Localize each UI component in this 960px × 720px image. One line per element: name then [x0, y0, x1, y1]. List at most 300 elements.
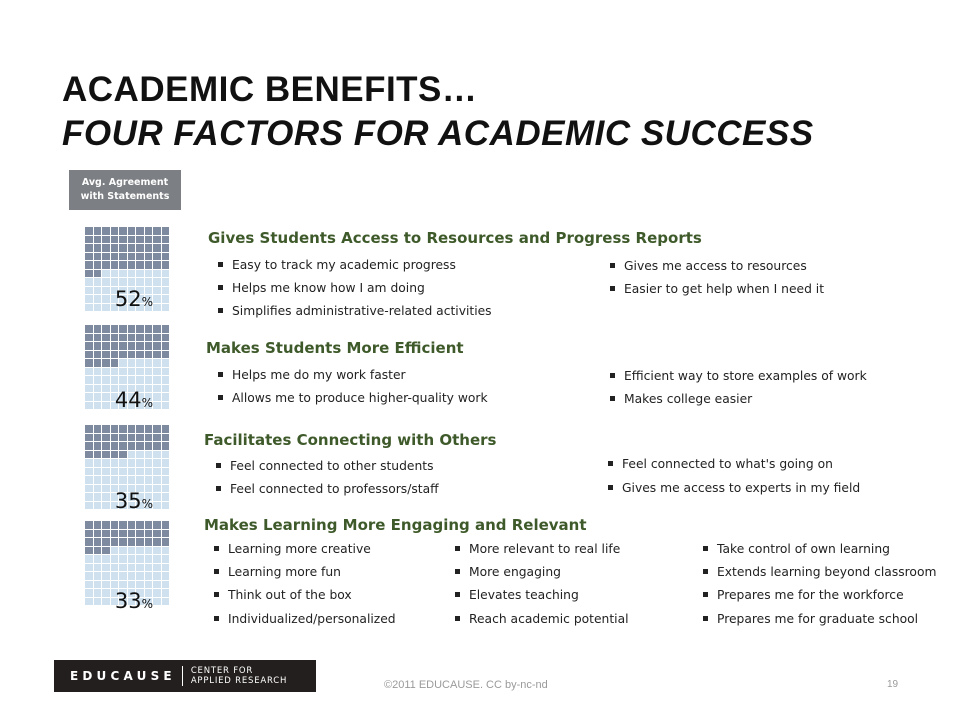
grid-cell-empty [102, 564, 110, 572]
grid-cell-empty [128, 572, 136, 580]
grid-cell-empty [85, 368, 93, 376]
bullet-item: Makes college easier [610, 392, 752, 406]
grid-cell-empty [128, 564, 136, 572]
grid-cell-filled [162, 261, 170, 269]
grid-cell-filled [128, 434, 136, 442]
grid-cell-empty [162, 572, 170, 580]
copyright-text: ©2011 EDUCAUSE. CC by-nc-nd [384, 679, 548, 691]
grid-cell-filled [153, 244, 161, 252]
grid-cell-empty [153, 581, 161, 589]
grid-cell-filled [128, 425, 136, 433]
grid-cell-empty [153, 476, 161, 484]
grid-cell-filled [136, 227, 144, 235]
grid-cell-filled [162, 530, 170, 538]
grid-cell-filled [128, 351, 136, 359]
percent-sign: % [141, 597, 154, 611]
grid-cell-empty [136, 564, 144, 572]
grid-cell-empty [119, 581, 127, 589]
grid-cell-filled [145, 530, 153, 538]
grid-cell-filled [111, 261, 119, 269]
grid-cell-filled [94, 521, 102, 529]
grid-cell-filled [145, 244, 153, 252]
grid-cell-empty [94, 376, 102, 384]
grid-cell-filled [102, 442, 110, 450]
bullet-item: Gives me access to experts in my field [608, 481, 860, 495]
grid-cell-filled [145, 334, 153, 342]
grid-cell-empty [85, 555, 93, 563]
grid-cell-filled [85, 244, 93, 252]
grid-cell-filled [85, 261, 93, 269]
grid-cell-filled [145, 425, 153, 433]
grid-cell-empty [119, 547, 127, 555]
grid-cell-filled [102, 334, 110, 342]
bullet-item: More engaging [455, 565, 561, 579]
grid-cell-empty [136, 270, 144, 278]
bullet-item: Think out of the box [214, 588, 352, 602]
grid-cell-empty [136, 278, 144, 286]
grid-cell-filled [162, 351, 170, 359]
grid-cell-empty [128, 376, 136, 384]
grid-cell-filled [162, 325, 170, 333]
bullet-item: Learning more fun [214, 565, 341, 579]
grid-cell-empty [102, 459, 110, 467]
grid-cell-filled [128, 325, 136, 333]
bullet-item: Elevates teaching [455, 588, 579, 602]
grid-cell-filled [136, 434, 144, 442]
grid-cell-empty [136, 581, 144, 589]
grid-cell-filled [94, 227, 102, 235]
grid-cell-filled [85, 538, 93, 546]
grid-cell-empty [136, 359, 144, 367]
grid-cell-empty [136, 555, 144, 563]
bullet-item: Prepares me for graduate school [703, 612, 918, 626]
grid-cell-empty [136, 468, 144, 476]
grid-cell-filled [111, 342, 119, 350]
grid-cell-filled [85, 325, 93, 333]
bullet-item: Efficient way to store examples of work [610, 369, 867, 383]
grid-cell-filled [85, 359, 93, 367]
grid-cell-empty [94, 555, 102, 563]
grid-cell-empty [119, 278, 127, 286]
grid-cell-filled [85, 434, 93, 442]
grid-cell-filled [153, 425, 161, 433]
avg-header-line1: Avg. Agreement [81, 177, 169, 188]
grid-cell-empty [136, 368, 144, 376]
grid-cell-empty [136, 572, 144, 580]
grid-cell-empty [94, 476, 102, 484]
grid-cell-empty [94, 581, 102, 589]
grid-cell-filled [94, 236, 102, 244]
logo-sub-line2: APPLIED RESEARCH [190, 676, 288, 686]
grid-cell-empty [162, 555, 170, 563]
grid-cell-empty [162, 581, 170, 589]
grid-cell-empty [145, 278, 153, 286]
grid-cell-empty [128, 581, 136, 589]
grid-cell-empty [128, 468, 136, 476]
grid-cell-empty [136, 547, 144, 555]
grid-cell-empty [128, 555, 136, 563]
bullet-item: Helps me know how I am doing [218, 281, 425, 295]
grid-cell-empty [111, 581, 119, 589]
grid-cell-filled [153, 530, 161, 538]
grid-cell-empty [85, 564, 93, 572]
bullet-item: Helps me do my work faster [218, 368, 406, 382]
grid-cell-filled [119, 236, 127, 244]
grid-cell-filled [136, 244, 144, 252]
grid-cell-empty [102, 278, 110, 286]
grid-cell-filled [111, 434, 119, 442]
grid-cell-filled [111, 351, 119, 359]
grid-cell-filled [94, 253, 102, 261]
percent-sign: % [141, 396, 154, 410]
factor-3-heading: Facilitates Connecting with Others [204, 431, 497, 449]
grid-cell-empty [153, 468, 161, 476]
grid-cell-filled [162, 253, 170, 261]
grid-cell-empty [111, 564, 119, 572]
grid-cell-filled [94, 270, 102, 278]
grid-cell-empty [145, 459, 153, 467]
grid-cell-filled [128, 521, 136, 529]
grid-cell-empty [153, 376, 161, 384]
grid-cell-filled [128, 538, 136, 546]
grid-cell-filled [111, 325, 119, 333]
grid-cell-empty [128, 368, 136, 376]
grid-cell-empty [111, 547, 119, 555]
grid-cell-filled [128, 334, 136, 342]
grid-cell-empty [128, 278, 136, 286]
grid-cell-empty [111, 468, 119, 476]
grid-cell-empty [85, 376, 93, 384]
grid-cell-empty [85, 459, 93, 467]
grid-cell-empty [162, 547, 170, 555]
grid-cell-empty [94, 459, 102, 467]
grid-cell-filled [85, 442, 93, 450]
grid-cell-filled [85, 530, 93, 538]
grid-cell-empty [136, 459, 144, 467]
grid-cell-filled [119, 521, 127, 529]
bullet-item: Gives me access to resources [610, 259, 807, 273]
grid-cell-empty [162, 468, 170, 476]
grid-cell-empty [85, 581, 93, 589]
grid-cell-filled [153, 521, 161, 529]
grid-cell-empty [145, 270, 153, 278]
grid-cell-filled [119, 351, 127, 359]
grid-cell-filled [85, 270, 93, 278]
grid-cell-filled [162, 227, 170, 235]
grid-cell-filled [145, 538, 153, 546]
grid-cell-empty [119, 368, 127, 376]
bullet-item: Allows me to produce higher-quality work [218, 391, 488, 405]
grid-cell-filled [145, 434, 153, 442]
percent-number: 52 [114, 287, 142, 311]
grid-cell-filled [145, 325, 153, 333]
grid-cell-empty [119, 270, 127, 278]
grid-cell-filled [102, 342, 110, 350]
grid-cell-filled [94, 547, 102, 555]
grid-cell-filled [153, 342, 161, 350]
grid-cell-empty [119, 459, 127, 467]
grid-cell-filled [119, 334, 127, 342]
grid-cell-filled [102, 261, 110, 269]
percent-number: 35 [114, 489, 142, 513]
grid-cell-filled [111, 521, 119, 529]
grid-cell-empty [162, 564, 170, 572]
grid-cell-filled [136, 351, 144, 359]
grid-cell-filled [136, 253, 144, 261]
grid-cell-filled [153, 442, 161, 450]
grid-cell-empty [94, 278, 102, 286]
bullet-item: Take control of own learning [703, 542, 890, 556]
grid-cell-filled [119, 538, 127, 546]
grid-cell-filled [94, 244, 102, 252]
grid-cell-empty [153, 368, 161, 376]
grid-cell-filled [119, 227, 127, 235]
grid-cell-empty [162, 376, 170, 384]
grid-cell-empty [153, 555, 161, 563]
grid-cell-filled [111, 359, 119, 367]
grid-cell-filled [102, 244, 110, 252]
grid-cell-filled [85, 547, 93, 555]
slide-title: ACADEMIC BENEFITS… [62, 70, 478, 109]
grid-cell-filled [102, 236, 110, 244]
grid-cell-empty [119, 555, 127, 563]
grid-cell-filled [162, 521, 170, 529]
grid-cell-filled [102, 425, 110, 433]
grid-cell-empty [119, 359, 127, 367]
grid-cell-empty [128, 270, 136, 278]
grid-cell-filled [119, 451, 127, 459]
grid-cell-filled [85, 342, 93, 350]
grid-cell-filled [85, 521, 93, 529]
bullet-item: Extends learning beyond classroom [703, 565, 936, 579]
grid-cell-empty [145, 572, 153, 580]
grid-cell-empty [111, 459, 119, 467]
grid-cell-filled [128, 227, 136, 235]
grid-cell-filled [94, 530, 102, 538]
grid-cell-filled [128, 342, 136, 350]
grid-cell-filled [153, 261, 161, 269]
grid-cell-filled [102, 359, 110, 367]
grid-cell-filled [153, 253, 161, 261]
grid-cell-empty [85, 572, 93, 580]
grid-cell-filled [111, 334, 119, 342]
grid-cell-filled [94, 334, 102, 342]
percent-sign: % [141, 295, 154, 309]
grid-cell-filled [119, 434, 127, 442]
grid-cell-empty [102, 476, 110, 484]
percent-label-factor-3 [92, 490, 176, 515]
grid-cell-filled [111, 253, 119, 261]
bullet-item: Learning more creative [214, 542, 371, 556]
percent-label-factor-2 [92, 389, 176, 414]
grid-cell-empty [128, 359, 136, 367]
grid-cell-empty [119, 376, 127, 384]
grid-cell-empty [162, 451, 170, 459]
grid-cell-empty [102, 468, 110, 476]
grid-cell-empty [102, 555, 110, 563]
bullet-item: Simplifies administrative-related activities [218, 304, 492, 318]
grid-cell-empty [111, 368, 119, 376]
grid-cell-empty [153, 270, 161, 278]
grid-cell-filled [153, 434, 161, 442]
grid-cell-filled [136, 325, 144, 333]
grid-cell-empty [111, 555, 119, 563]
grid-cell-filled [128, 261, 136, 269]
percent-label-factor-1 [92, 288, 176, 313]
factor-4-heading: Makes Learning More Engaging and Relevant [204, 516, 587, 534]
grid-cell-filled [145, 442, 153, 450]
grid-cell-filled [94, 261, 102, 269]
grid-cell-filled [136, 538, 144, 546]
grid-cell-filled [136, 236, 144, 244]
grid-cell-empty [162, 359, 170, 367]
grid-cell-filled [153, 538, 161, 546]
grid-cell-filled [119, 325, 127, 333]
grid-cell-filled [128, 244, 136, 252]
grid-cell-empty [102, 270, 110, 278]
grid-cell-filled [111, 451, 119, 459]
grid-cell-filled [153, 325, 161, 333]
grid-cell-filled [85, 425, 93, 433]
grid-cell-empty [111, 476, 119, 484]
grid-cell-empty [111, 278, 119, 286]
grid-cell-filled [94, 451, 102, 459]
grid-cell-empty [85, 278, 93, 286]
grid-cell-filled [94, 442, 102, 450]
factor-2-heading: Makes Students More Efficient [206, 339, 464, 357]
grid-cell-filled [153, 334, 161, 342]
grid-cell-empty [145, 564, 153, 572]
bullet-item: Feel connected to professors/staff [216, 482, 439, 496]
grid-cell-empty [94, 368, 102, 376]
grid-cell-empty [145, 451, 153, 459]
grid-cell-empty [153, 572, 161, 580]
grid-cell-empty [145, 368, 153, 376]
grid-cell-filled [136, 442, 144, 450]
grid-cell-empty [111, 270, 119, 278]
grid-cell-filled [94, 351, 102, 359]
grid-cell-filled [85, 236, 93, 244]
grid-cell-filled [119, 244, 127, 252]
grid-cell-empty [162, 278, 170, 286]
grid-cell-empty [119, 564, 127, 572]
grid-cell-filled [128, 442, 136, 450]
grid-cell-filled [136, 521, 144, 529]
grid-cell-filled [153, 236, 161, 244]
grid-cell-empty [128, 459, 136, 467]
logo-divider [182, 666, 183, 686]
bullet-item: More relevant to real life [455, 542, 620, 556]
grid-cell-empty [153, 451, 161, 459]
grid-cell-empty [102, 376, 110, 384]
grid-cell-empty [145, 547, 153, 555]
grid-cell-empty [162, 270, 170, 278]
grid-cell-filled [111, 244, 119, 252]
grid-cell-filled [145, 261, 153, 269]
grid-cell-empty [119, 468, 127, 476]
grid-cell-empty [145, 476, 153, 484]
grid-cell-filled [102, 325, 110, 333]
logo-wordmark: EDUCAUSE [70, 669, 176, 683]
grid-cell-filled [145, 351, 153, 359]
grid-cell-filled [94, 359, 102, 367]
grid-cell-filled [145, 253, 153, 261]
grid-cell-filled [145, 342, 153, 350]
bullet-item: Reach academic potential [455, 612, 629, 626]
grid-cell-filled [102, 253, 110, 261]
grid-cell-empty [153, 359, 161, 367]
grid-cell-empty [145, 376, 153, 384]
grid-cell-filled [136, 530, 144, 538]
grid-cell-filled [119, 425, 127, 433]
bullet-item: Feel connected to what's going on [608, 457, 833, 471]
grid-cell-filled [85, 253, 93, 261]
bullet-item: Prepares me for the workforce [703, 588, 904, 602]
grid-cell-empty [153, 564, 161, 572]
grid-cell-filled [153, 351, 161, 359]
grid-cell-filled [128, 253, 136, 261]
bullet-item: Feel connected to other students [216, 459, 434, 473]
grid-cell-empty [119, 572, 127, 580]
grid-cell-empty [85, 468, 93, 476]
grid-cell-filled [85, 334, 93, 342]
educause-logo [54, 660, 316, 692]
grid-cell-filled [119, 261, 127, 269]
grid-cell-empty [162, 476, 170, 484]
grid-cell-empty [94, 564, 102, 572]
grid-cell-filled [85, 227, 93, 235]
grid-cell-filled [102, 538, 110, 546]
grid-cell-empty [128, 451, 136, 459]
percent-label-factor-4 [92, 590, 176, 615]
grid-cell-filled [145, 227, 153, 235]
grid-cell-filled [162, 538, 170, 546]
grid-cell-filled [102, 521, 110, 529]
logo-subtitle [191, 666, 287, 686]
grid-cell-filled [102, 227, 110, 235]
grid-cell-empty [128, 476, 136, 484]
grid-cell-filled [136, 342, 144, 350]
grid-cell-empty [153, 278, 161, 286]
logo-sub-line1: CENTER FOR [190, 666, 254, 676]
grid-cell-empty [128, 547, 136, 555]
grid-cell-filled [162, 236, 170, 244]
grid-cell-empty [111, 376, 119, 384]
factor-1-heading: Gives Students Access to Resources and Progress Reports [208, 229, 702, 247]
grid-cell-filled [162, 244, 170, 252]
grid-cell-filled [102, 530, 110, 538]
avg-agreement-header [69, 170, 181, 210]
grid-cell-filled [85, 351, 93, 359]
grid-cell-filled [136, 261, 144, 269]
grid-cell-filled [136, 425, 144, 433]
grid-cell-filled [94, 325, 102, 333]
grid-cell-empty [153, 547, 161, 555]
grid-cell-empty [153, 459, 161, 467]
grid-cell-empty [136, 376, 144, 384]
grid-cell-empty [94, 572, 102, 580]
grid-cell-empty [136, 476, 144, 484]
grid-cell-filled [162, 334, 170, 342]
grid-cell-filled [128, 236, 136, 244]
percent-number: 33 [114, 589, 142, 613]
grid-cell-filled [94, 425, 102, 433]
grid-cell-empty [102, 368, 110, 376]
grid-cell-filled [119, 530, 127, 538]
grid-cell-filled [111, 227, 119, 235]
grid-cell-filled [111, 425, 119, 433]
grid-cell-filled [102, 351, 110, 359]
